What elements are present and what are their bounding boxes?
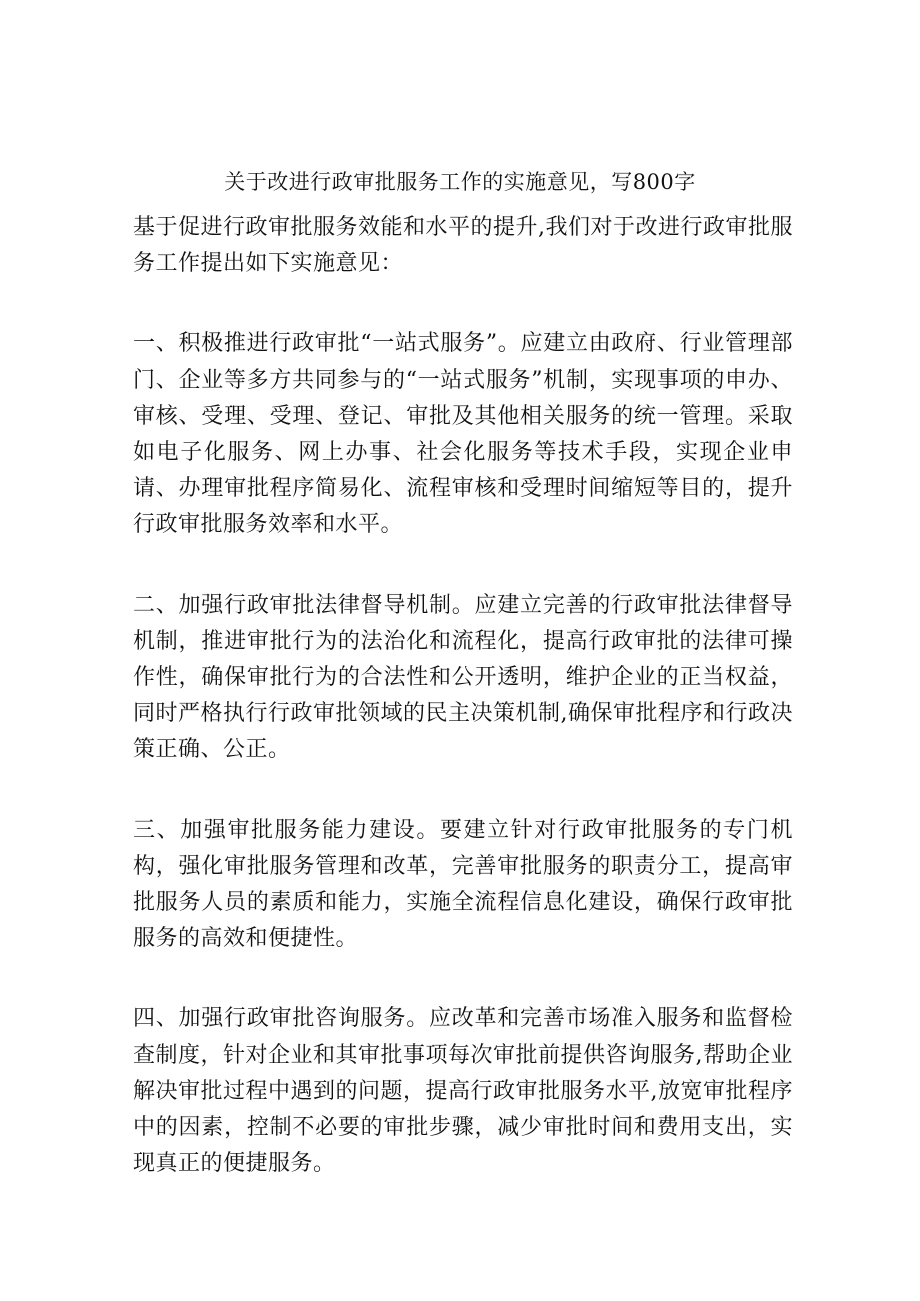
section-paragraph-2: 二、加强行政审批法律督导机制。应建立完善的行政审批法律督导机制，推进审批行为的法治化和流程化，提高行政审批的法律可操作性，确保审批行为的合法性和公开透明，维护企业的正当权益，同时严格执行行政审批领域的民主决策机制,确保审批程序和行政决策正确、公正。 (133, 592, 793, 763)
section-paragraph-1: 一、积极推进行政审批“一站式服务”。应建立由政府、行业管理部门、企业等多方共同参与的“一站式服务”机制，实现事项的申办、审核、受理、受理、登记、审批及其他相关服务的统一管理。采取如电子化服务、网上办事、社会化服务等技术手段，实现企业申请、办理审批程序简易化、流程审核和受理时间缩短等目的，提升行政审批服务效率和水平。 (133, 331, 793, 538)
document-title: 关于改进行政审批服务工作的实施意见，写800字 (224, 170, 696, 194)
section-paragraph-4: 四、加强行政审批咨询服务。应改革和完善市场准入服务和监督检查制度，针对企业和其审批事项每次审批前提供咨询服务,帮助企业解决审批过程中遇到的问题，提高行政审批服务水平,放宽审批程序中的因素，控制不必要的审批步骤，减少审批时间和费用支出，实现真正的便捷服务。 (133, 1006, 793, 1177)
section-paragraph-3: 三、加强审批服务能力建设。要建立针对行政审批服务的专门机构，强化审批服务管理和改革，完善审批服务的职责分工，提高审批服务人员的素质和能力，实施全流程信息化建设，确保行政审批服务的高效和便捷性。 (133, 817, 793, 952)
document-body (133, 210, 793, 1226)
intro-paragraph: 基于促进行政审批服务效能和水平的提升,我们对于改进行政审批服务工作提出如下实施意见： (133, 215, 793, 277)
